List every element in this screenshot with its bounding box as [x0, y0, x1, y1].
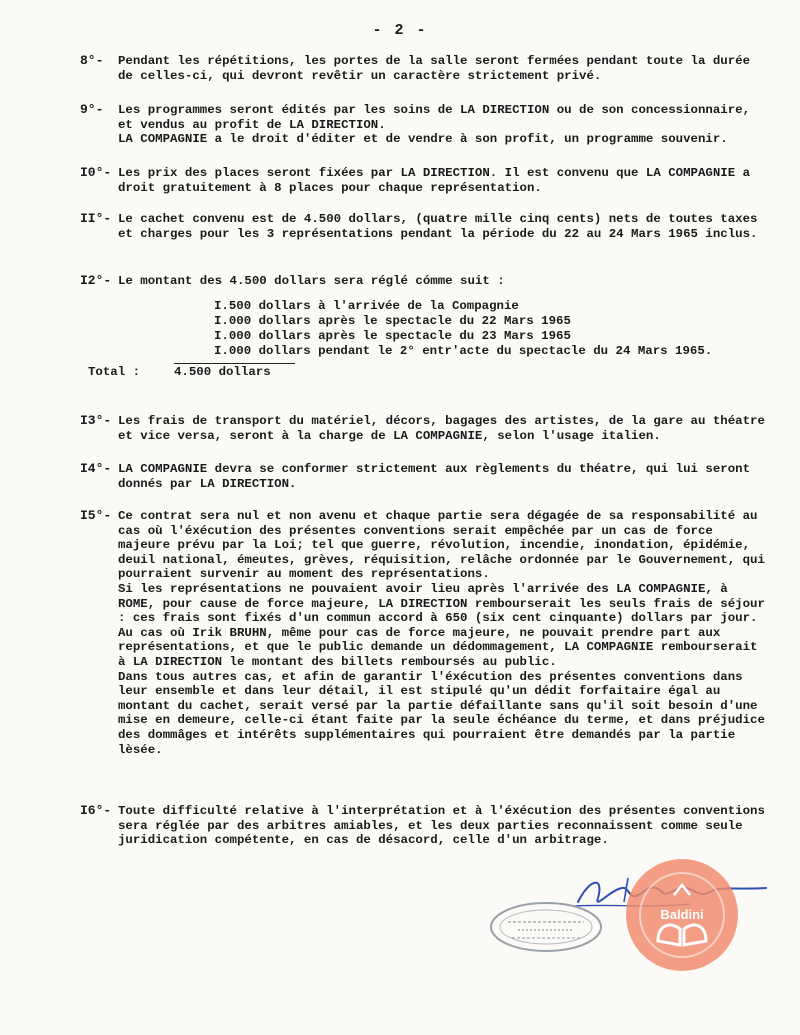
payment-schedule	[214, 299, 770, 359]
clause-11	[80, 212, 770, 241]
payment-line: I.000 dollars pendant le 2° entr'acte du spectacle du 24 Mars 1965.	[214, 343, 713, 358]
clause-text: Pendant les répétitions, les portes de la salle seront fermées pendant toute la durée de celles-ci, qui devront revêtir un caractère strictement privé.	[118, 54, 751, 83]
clause-text: Ce contrat sera nul et non avenu et chaque partie sera dégagée de sa responsabilité au cas où l'éxécution des présentes conventions serait empêchée par un cas de force majeure prévu par la Loi; tel que guerre, révolution, incendie, inondation, épidémie, deuil national, émeutes, grèves, réquisition, relâche ordonnée par le Gouvernement, qui pourraient survenir au moment des représentations.	[118, 509, 765, 582]
clause-number: I5°-	[80, 508, 112, 523]
payment-line: I.000 dollars après le spectacle du 22 Mars 1965	[214, 313, 571, 328]
clause-text: Au cas où Irik BRUHN, même pour cas de force majeure, ne pouvait prendre part aux représentations, et que le public demande un dédommagement, LA COMPAGNIE rembourserait à LA DIRECTION le montant des billets remboursés au public.	[118, 625, 758, 669]
clause-number: 9°-	[80, 102, 104, 117]
clause-16	[80, 804, 770, 848]
clause-9	[80, 103, 770, 147]
clause-number: II°-	[80, 211, 112, 226]
baldini-logo	[622, 855, 742, 975]
clause-text: Les frais de transport du matériel, décors, bagages des artistes, de la gare au théatre et vice versa, seront à la charge de LA COMPAGNIE, selon l'usage italien.	[118, 414, 765, 443]
clause-number: I2°-	[80, 273, 112, 288]
total-value: 4.500 dollars	[174, 363, 295, 380]
payment-line: I.000 dollars après le spectacle du 23 Mars 1965	[214, 328, 571, 343]
payment-line: I.500 dollars à l'arrivée de la Compagnie	[214, 298, 519, 313]
clause-12	[80, 274, 770, 379]
clause-number: I4°-	[80, 461, 112, 476]
total-label: Total :	[88, 364, 141, 379]
clause-number: I6°-	[80, 803, 112, 818]
clause-14	[80, 462, 770, 491]
clause-text: LA COMPAGNIE a le droit d'éditer et de vendre à son profit, un programme souvenir.	[118, 132, 728, 147]
logo-label: Baldini	[660, 907, 704, 922]
clause-text: Si les représentations ne pouvaient avoir lieu après l'arrivée des LA COMPAGNIE, à ROME, pour cause de force majeure, LA DIRECTION rembourserait les seuls frais de séjour : ces frais sont fixés d'un commun accord à 650 (six cent cinquante) dollars par jour.	[118, 581, 765, 626]
page-number: - 2 -	[372, 22, 428, 39]
clause-15	[80, 509, 770, 757]
clause-text: Le cachet convenu est de 4.500 dollars, (quatre mille cinq cents) nets de toutes taxes et charges pour les 3 représentations pendant la période du 22 au 24 Mars 1965 inclus.	[118, 212, 758, 241]
clause-13	[80, 414, 770, 443]
clause-number: 8°-	[80, 53, 104, 68]
clause-text: Les programmes seront édités par les soins de LA DIRECTION ou de son concessionnaire, et vendus au profit de LA DIRECTION.	[118, 103, 751, 132]
clause-8	[80, 54, 770, 83]
clause-text: Toute difficulté relative à l'interprétation et à l'éxécution des présentes conventions sera réglée par des arbitres amiables, et les deux parties reconnaissent comme seule juridication compétente, en cas de désacord, celle d'un arbitrage.	[118, 804, 765, 848]
archive-stamp	[488, 900, 604, 954]
clause-text: Le montant des 4.500 dollars sera réglé cómme suit :	[118, 274, 505, 288]
clause-text: Dans tous autres cas, et afin de garantir l'éxécution des présentes conventions dans leur ensemble et dans leur détail, il est stipulé qu'un dédit forfaitaire égal au montant du cachet, serait versé par la partie défaillante sans qu'il soit besoin d'une mise en demeure, celle-ci étant faite par la seule échéance du terme, et dans préjudice des dommâges et intérêts supplémentaires qui pourraient être demandés par la partie lèsée.	[118, 669, 765, 757]
clause-number: I3°-	[80, 413, 112, 428]
total-line	[80, 363, 770, 380]
clause-10	[80, 166, 770, 195]
clause-text: Les prix des places seront fixées par LA DIRECTION. Il est convenu que LA COMPAGNIE a droit gratuitement à 8 places pour chaque représentation.	[118, 166, 751, 195]
clause-text: LA COMPAGNIE devra se conformer strictement aux règlements du théatre, qui lui seront donnés par LA DIRECTION.	[118, 462, 751, 491]
clause-number: I0°-	[80, 165, 112, 180]
